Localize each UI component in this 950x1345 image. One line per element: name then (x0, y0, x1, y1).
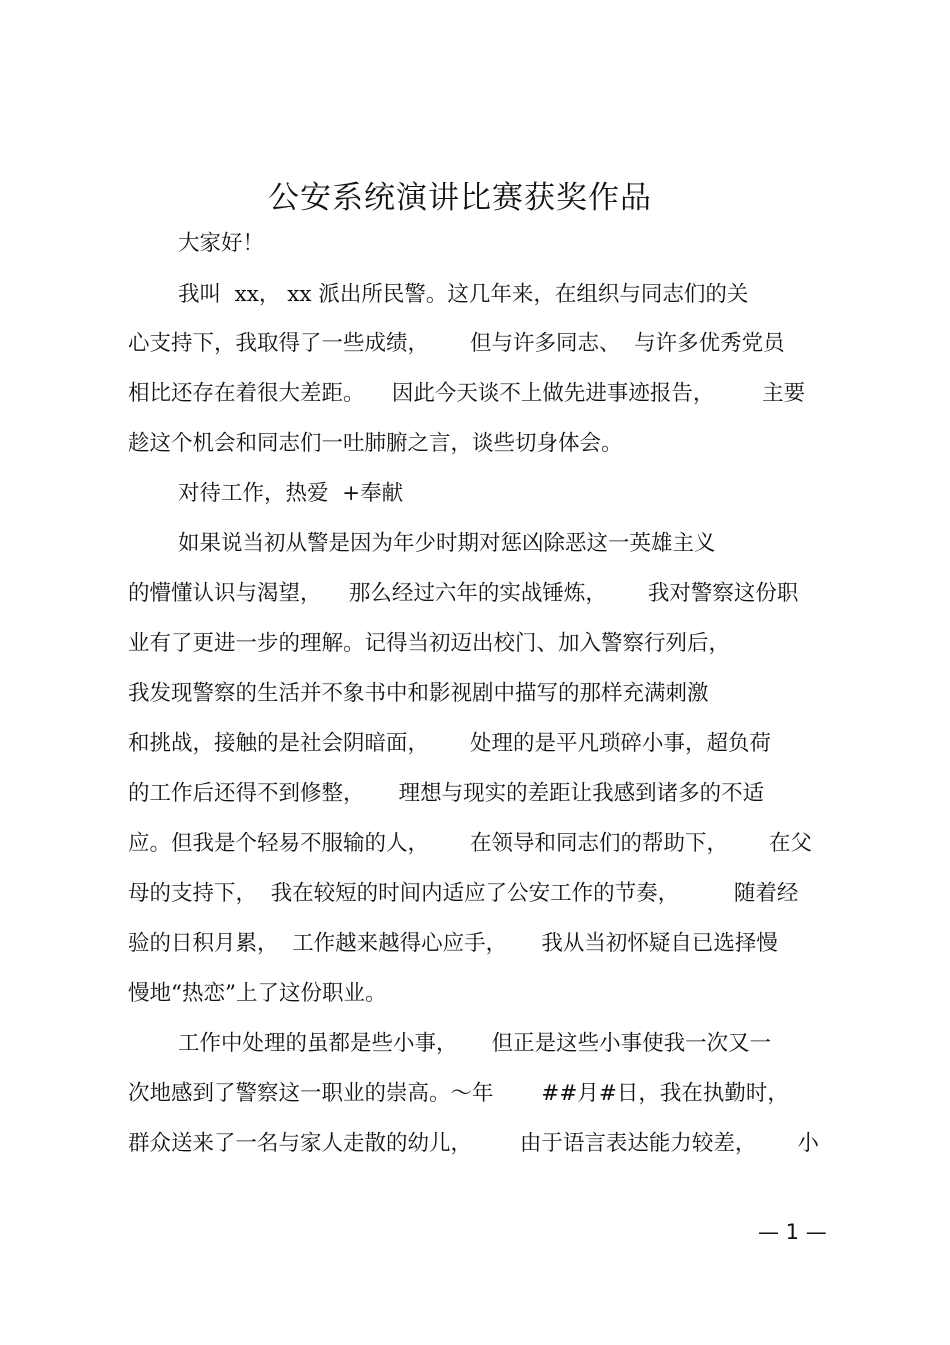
paragraph-line: 验的日积月累， 工作越来越得心应手， 我从当初怀疑自已选择慢 (128, 931, 778, 956)
paragraph-line: 大家好！ (178, 231, 265, 256)
paragraph-line: 相比还存在着很大差距。 因此今天谈不上做先进事迹报告， 主要 (128, 381, 806, 406)
paragraph-line: 如果说当初从警是因为年少时期对惩凶除恶这一英雄主义 (178, 531, 716, 556)
paragraph-line: 和挑战，接触的是社会阴暗面， 处理的是平凡琐碎小事，超负荷 (128, 731, 772, 756)
paragraph-line: 慢地“热恋”上了这份职业。 (128, 981, 387, 1006)
paragraph-line: 我叫 xx， xx 派出所民警。这几年来，在组织与同志们的关 (178, 282, 749, 307)
paragraph-line: 的懵懂认识与渴望， 那么经过六年的实战锤炼， 我对警察这份职 (128, 581, 799, 606)
page-number: — 1 — (758, 1220, 827, 1244)
paragraph-line: 我发现警察的生活并不象书中和影视剧中描写的那样充满刺激 (128, 681, 709, 706)
paragraph-line: 对待工作，热爱 +奉献 (178, 481, 404, 506)
paragraph-line: 工作中处理的虽都是些小事， 但正是这些小事使我一次又一 (178, 1031, 772, 1056)
paragraph-line: 群众送来了一名与家人走散的幼儿， 由于语言表达能力较差， 小 (128, 1131, 819, 1156)
paragraph-line: 趁这个机会和同志们一吐肺腑之言，谈些切身体会。 (128, 431, 623, 456)
paragraph-line: 的工作后还得不到修整， 理想与现实的差距让我感到诸多的不适 (128, 781, 765, 806)
paragraph-line: 应。但我是个轻易不服输的人， 在领导和同志们的帮助下， 在父 (128, 831, 813, 856)
paragraph-line: 次地感到了警察这一职业的崇高。～年 ##月#日，我在执勤时， (128, 1081, 789, 1106)
paragraph-line: 业有了更进一步的理解。记得当初迈出校门、加入警察行列后， (128, 631, 731, 656)
document-title: 公安系统演讲比赛获奖作品 (268, 180, 652, 216)
paragraph-line: 心支持下，我取得了一些成绩， 但与许多同志、 与许多优秀党员 (128, 331, 785, 356)
paragraph-line: 母的支持下， 我在较短的时间内适应了公安工作的节奏， 随着经 (128, 881, 799, 906)
